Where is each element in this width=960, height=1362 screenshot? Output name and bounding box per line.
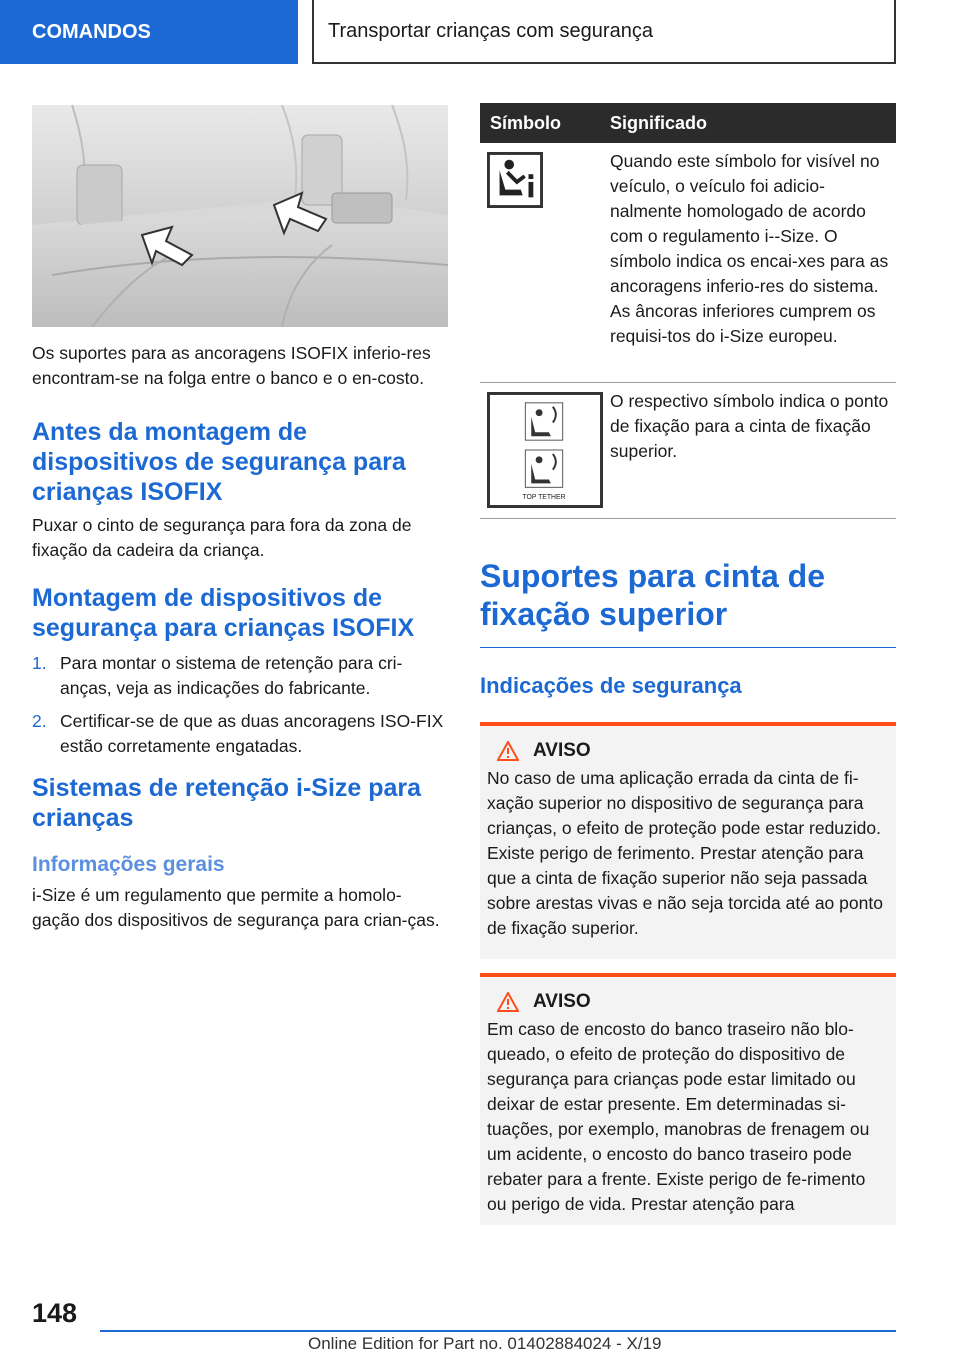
meaning-cell: O respectivo símbolo indica o ponto de fixação para a cinta de fixação superior. (610, 391, 889, 461)
heading-rule (480, 647, 896, 648)
step-text: Certificar-se de que as duas ancoragens ISO-FIX estão corretamente engatadas. (60, 711, 444, 756)
general-info-text: i-Size é um regulamento que permite a homolo-gação dos dispositivos de segurança para crian-ças. (32, 885, 440, 930)
left-column (32, 105, 448, 933)
step-number: 2. (32, 711, 47, 731)
isofix-anchor-photo (32, 105, 448, 327)
mounting-steps (32, 651, 448, 759)
warning-text: Em caso de encosto do banco traseiro não blo-queado, o efeito de proteção do dispositivo de segurança para crianças pode estar limitado ou deixar de estar presente. Em determinadas si-tuações, por exemplo, manobras de frenagem ou um acidente, o encosto do banco traseiro pode rebater para a frente. Existe perigo de fe-rimento ou perigo de vida. Prestar atenção para (487, 1019, 870, 1214)
top-tether-label: TOP TETHER (522, 494, 566, 502)
warning-header (497, 991, 888, 1013)
chapter-title (312, 0, 896, 64)
list-item (32, 651, 448, 701)
warning-box (480, 973, 896, 1225)
symbol-table-header (480, 103, 896, 143)
warning-label: AVISO (533, 740, 591, 761)
heading-isize: Sistemas de retenção i-Size para crianças (32, 774, 422, 832)
heading-general-info: Informações gerais (32, 853, 225, 876)
child-seat-icon-upper (525, 403, 562, 440)
isize-child-seat-icon (487, 152, 543, 208)
warning-triangle-icon (497, 992, 519, 1012)
list-item (32, 709, 448, 759)
chapter-title-text: Transportar crianças com segurança (328, 19, 653, 42)
section-tab[interactable] (0, 0, 298, 64)
page-number: 148 (32, 1298, 78, 1328)
heading-before-mounting: Antes da montagem de dispositivos de segurança para crianças ISOFIX (32, 418, 406, 506)
footer-edition: Online Edition for Part no. 01402884024 - X/19 (308, 1334, 662, 1353)
heading-mounting: Montagem de dispositivos de segurança para crianças ISOFIX (32, 584, 415, 642)
warning-label: AVISO (533, 991, 591, 1012)
warning-header (497, 740, 888, 762)
column-meaning: Significado (610, 112, 708, 133)
meaning-cell: Quando este símbolo for visível no veículo, o veículo foi adicio-nalmente homologado de acordo com o regulamento i--Size. O símbolo indica os encai-xes para as ancoragens inferio-res do sistema. As âncoras inferiores cumprem os requisi-tos do i-Size europeu. (610, 151, 889, 346)
symbol-cell (480, 383, 604, 518)
column-symbol: Símbolo (490, 112, 561, 133)
step-text: Para montar o sistema de retenção para cri-anças, veja as indicações do fabricante. (60, 653, 403, 698)
warning-text: No caso de uma aplicação errada da cinta de fi-xação superior no dispositivo de segurança para crianças, o efeito de proteção pode estar reduzido. Existe perigo de ferimento. Prestar atenção para que a cinta de fixação superior não seja passada sobre arestas vivas e não seja torcida até ao ponto de fixação superior. (487, 768, 883, 938)
warning-box (480, 722, 896, 959)
top-tether-anchor-icon (487, 392, 603, 508)
warning-triangle-icon (497, 741, 519, 761)
child-seat-icon-lower (525, 450, 562, 487)
heading-safety: Indicações de segurança (480, 673, 742, 698)
photo-caption: Os suportes para as ancoragens ISOFIX inferio-res encontram-se na folga entre o banco e o en-costo. (32, 343, 431, 388)
right-column (480, 103, 896, 1225)
table-row (480, 143, 896, 383)
heading-top-tether: Suportes para cinta de fixação superior (480, 558, 825, 632)
footer-rule (100, 1330, 896, 1332)
symbol-cell (480, 143, 604, 382)
step-number: 1. (32, 653, 47, 673)
table-row (480, 383, 896, 519)
before-mounting-text: Puxar o cinto de segurança para fora da zona de fixação da cadeira da criança. (32, 515, 412, 560)
section-label: COMANDOS (32, 20, 151, 43)
